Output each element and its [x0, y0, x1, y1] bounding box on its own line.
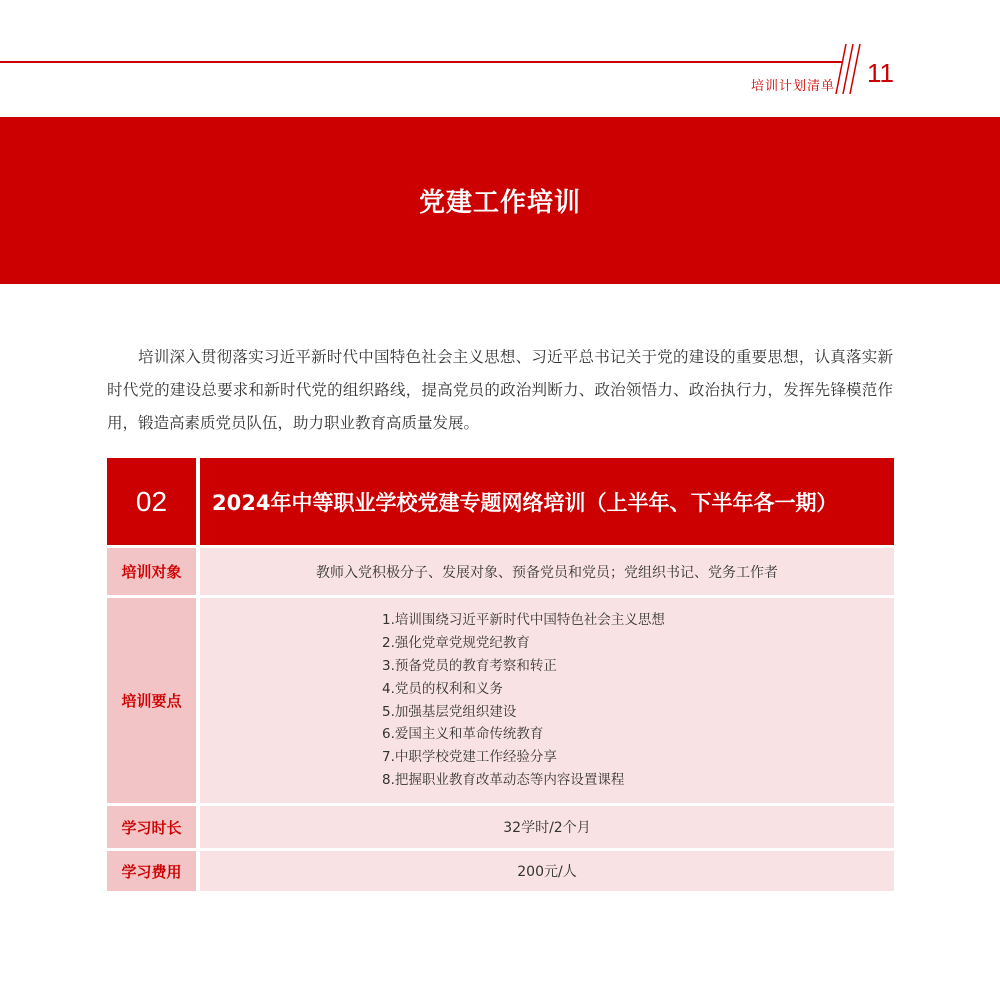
page-number: 11	[867, 58, 894, 88]
double-slash-icon	[834, 42, 864, 96]
list-item: 1.培训围绕习近平新时代中国特色社会主义思想	[382, 612, 665, 629]
title-banner	[0, 117, 1000, 284]
list-item: 2.强化党章党规党纪教育	[382, 635, 530, 652]
points-list	[382, 609, 712, 791]
duration-label: 学习时长	[107, 806, 196, 848]
course-number: 02	[107, 458, 196, 545]
list-item: 6.爱国主义和革命传统教育	[382, 726, 544, 743]
fee-value: 200元/人	[200, 851, 894, 891]
points-label: 培训要点	[107, 598, 196, 803]
fee-label: 学习费用	[107, 851, 196, 891]
page-title: 党建工作培训	[418, 188, 581, 218]
course-table	[107, 458, 894, 891]
section-title: 培训计划清单	[750, 79, 835, 94]
course-title: 2024年中等职业学校党建专题网络培训（上半年、下半年各一期）	[200, 458, 894, 545]
points-cell	[200, 598, 894, 803]
list-item: 7.中职学校党建工作经验分享	[382, 749, 557, 766]
list-item: 8.把握职业教育改革动态等内容设置课程	[382, 771, 625, 788]
course-header-row	[107, 458, 894, 545]
table-row-target	[107, 548, 894, 595]
list-item: 4.党员的权利和义务	[382, 680, 503, 697]
list-item: 5.加强基层党组织建设	[382, 703, 517, 720]
table-row-duration	[107, 806, 894, 848]
target-label: 培训对象	[107, 548, 196, 595]
intro-paragraph: 培训深入贯彻落实习近平新时代中国特色社会主义思想、习近平总书记关于党的建设的重要思想，认真落实新时代党的建设总要求和新时代党的组织路线，提高党员的政治判断力、政治领悟力、政治执行力，发挥先锋模范作用，锻造高素质党员队伍，助力职业教育高质量发展。	[107, 347, 893, 432]
table-row-fee	[107, 851, 894, 891]
target-value: 教师入党积极分子、发展对象、预备党员和党员；党组织书记、党务工作者	[200, 548, 894, 595]
header-rule	[0, 61, 843, 63]
list-item: 3.预备党员的教育考察和转正	[382, 657, 557, 674]
table-row-points	[107, 598, 894, 803]
duration-value: 32学时/2个月	[200, 806, 894, 848]
